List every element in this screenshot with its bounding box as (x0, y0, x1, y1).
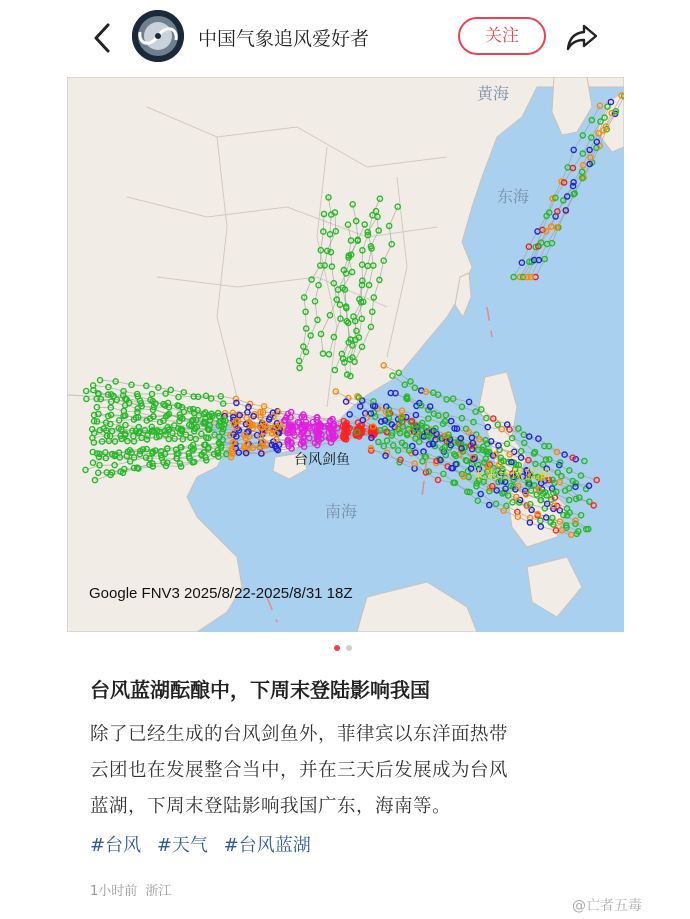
avatar[interactable] (132, 10, 184, 62)
chevron-left-icon[interactable] (88, 20, 118, 56)
post-title: 台风蓝湖酝酿中，下周末登陆影响我国 (90, 678, 430, 702)
post-location: 浙江 (145, 884, 172, 899)
post-tags (90, 831, 321, 857)
map-caption: Google FNV3 2025/8/22-2025/8/31 18Z (89, 585, 353, 602)
typhoon-avatar-icon (132, 10, 184, 62)
watermark: @亡者五毒 (572, 898, 642, 914)
post-body (90, 717, 610, 825)
tag-weather[interactable]: #天气 (156, 835, 208, 856)
label-east-sea: 东海 (497, 187, 530, 206)
author-name[interactable]: 中国气象追风爱好者 (198, 28, 370, 50)
land-mindanao (527, 557, 582, 617)
top-bar (0, 0, 690, 76)
post-meta (90, 880, 171, 899)
share-icon[interactable] (564, 20, 600, 54)
tag-typhoon-lanhu[interactable]: #台风蓝湖 (223, 835, 311, 856)
label-south-sea: 南海 (325, 502, 358, 521)
post-body-line: 除了已经生成的台风剑鱼外，菲律宾以东洋面热带 (90, 724, 509, 745)
land-korea (552, 77, 592, 135)
carousel-dot-1[interactable] (334, 645, 340, 651)
land-borneo (357, 582, 477, 632)
label-storm-lanhu: 未来台风蓝湖 (472, 468, 551, 483)
post-body-line: 云团也在发展整合当中，并在三天后发展成为台风 (90, 760, 509, 781)
tag-typhoon[interactable]: #台风 (90, 835, 142, 856)
carousel-indicator (0, 645, 690, 653)
label-storm-jianyu: 台风剑鱼 (294, 452, 350, 468)
carousel-dot-2[interactable] (346, 645, 352, 651)
follow-button[interactable]: 关注 (458, 17, 546, 55)
typhoon-track-map[interactable] (67, 77, 624, 632)
post-body-line: 蓝湖，下周末登陆影响我国广东，海南等。 (90, 796, 452, 817)
post-time: 1小时前 (90, 884, 138, 899)
label-yellow-sea: 黄海 (477, 84, 510, 103)
map-canvas (67, 77, 624, 632)
